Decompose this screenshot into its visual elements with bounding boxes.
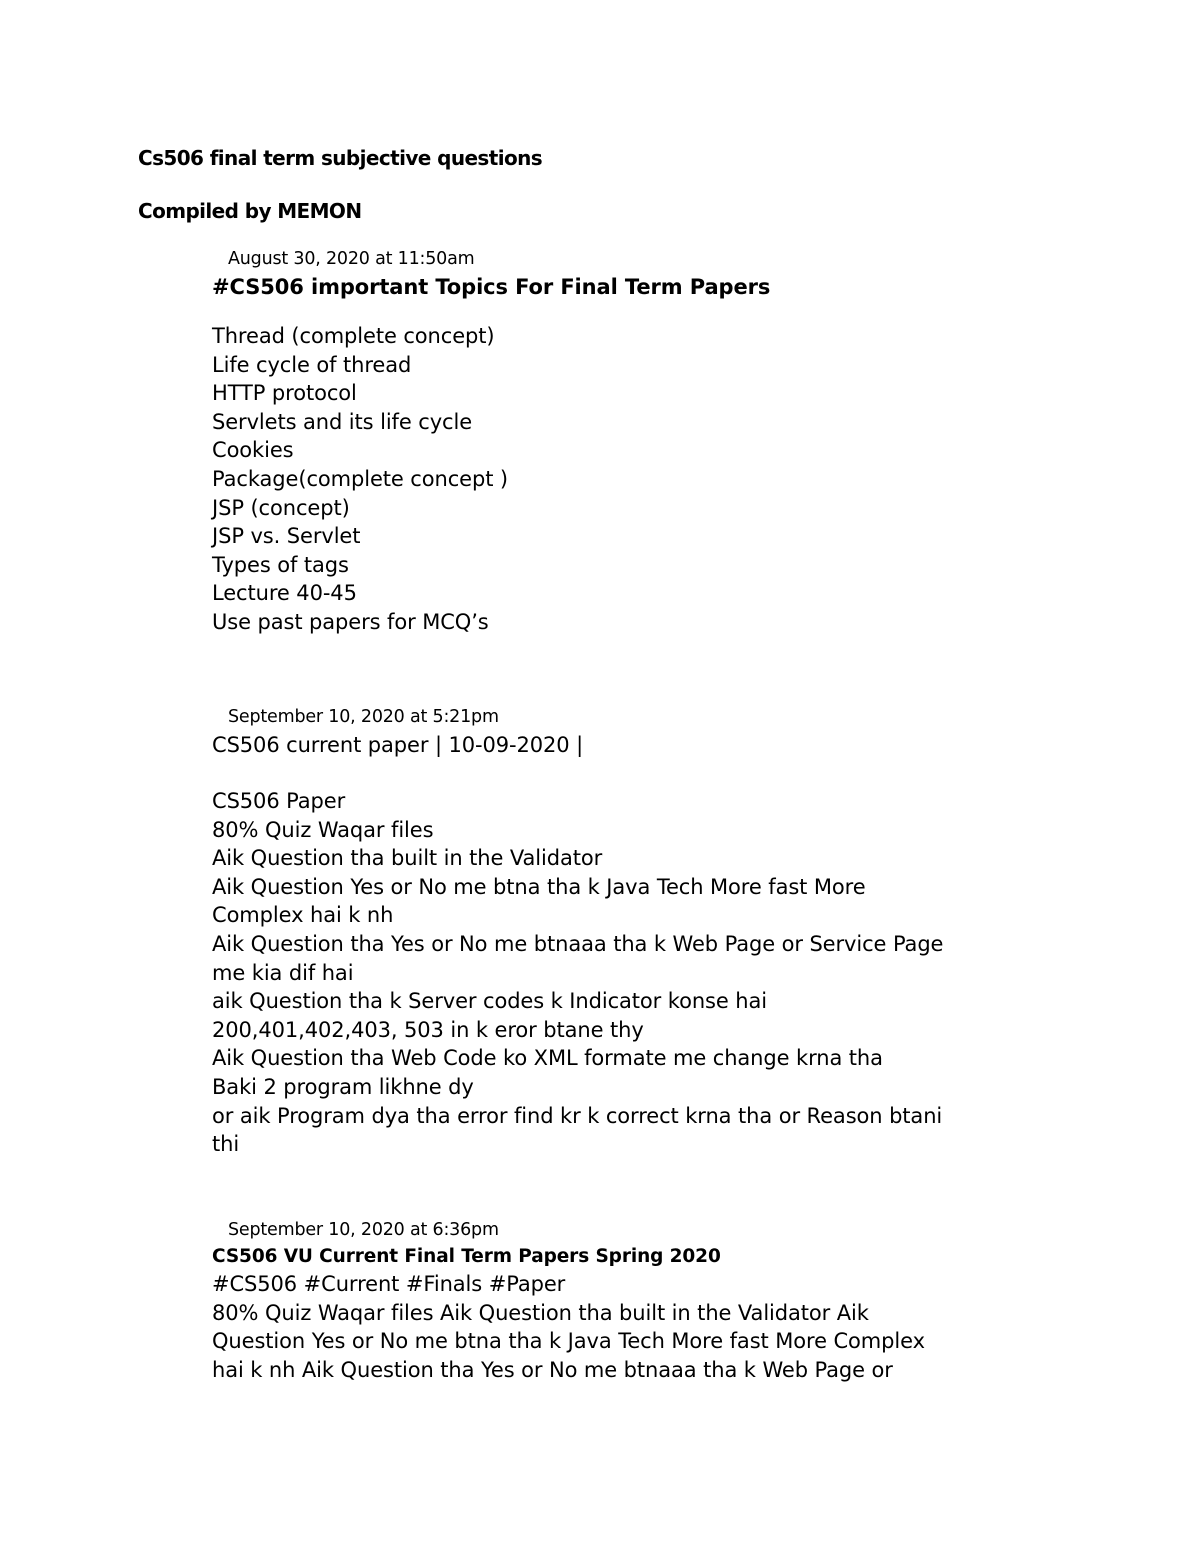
post-heading: #CS506 important Topics For Final Term Papers — [212, 275, 771, 299]
paper-line: Complex hai k nh — [212, 903, 394, 928]
topic-item: Thread (complete concept) — [212, 324, 495, 348]
topic-item: Life cycle of thread — [212, 352, 412, 377]
topic-item: Use past papers for MCQ’s — [212, 609, 489, 634]
document-author: Compiled by MEMON — [138, 199, 362, 223]
topic-item: HTTP protocol — [212, 381, 357, 406]
topic-item: JSP (concept) — [212, 495, 350, 520]
document-title: Cs506 final term subjective questions — [138, 146, 543, 170]
topic-item: Servlets and its life cycle — [212, 409, 473, 434]
topic-item: Cookies — [212, 438, 294, 463]
post-date: August 30, 2020 at 11:50am — [228, 249, 475, 269]
paper-line: 80% Quiz Waqar files Aik Question tha built in the Validator Aik — [212, 1300, 869, 1325]
paper-line: #CS506 #Current #Finals #Paper — [212, 1272, 566, 1296]
paper-line: 200,401,402,403, 503 in k eror btane thy — [212, 1017, 644, 1042]
post-date: September 10, 2020 at 5:21pm — [228, 707, 499, 727]
post-date: September 10, 2020 at 6:36pm — [228, 1220, 499, 1240]
post-heading: CS506 current paper | 10-09-2020 | — [212, 733, 584, 757]
paper-line: Baki 2 program likhne dy — [212, 1074, 474, 1099]
topic-item: Types of tags — [212, 552, 349, 577]
paper-line: thi — [212, 1132, 240, 1157]
topic-item: Lecture 40-45 — [212, 581, 357, 606]
paper-line: Aik Question tha Web Code ko XML formate me change krna tha — [212, 1046, 883, 1071]
topic-item: Package(complete concept ) — [212, 466, 509, 491]
paper-line: 80% Quiz Waqar files — [212, 817, 434, 842]
paper-line: Aik Question Yes or No me btna tha k Java Tech More fast More — [212, 874, 866, 899]
post-vu-final-papers — [212, 1217, 1072, 1384]
paper-line: or aik Program dya tha error find kr k correct krna tha or Reason btani — [212, 1103, 943, 1128]
post-current-paper — [212, 704, 1072, 1159]
paper-line: CS506 Paper — [212, 789, 346, 813]
paper-line: me kia dif hai — [212, 960, 354, 985]
paper-line: aik Question tha k Server codes k Indicator konse hai — [212, 989, 767, 1014]
post-important-topics — [212, 246, 1072, 637]
paper-line: hai k nh Aik Question tha Yes or No me btnaaa tha k Web Page or — [212, 1357, 893, 1382]
paper-line: Question Yes or No me btna tha k Java Tech More fast More Complex — [212, 1329, 925, 1353]
topic-item: JSP vs. Servlet — [212, 524, 361, 549]
paper-line: Aik Question tha Yes or No me btnaaa tha k Web Page or Service Page — [212, 931, 944, 956]
paper-line: Aik Question tha built in the Validator — [212, 846, 603, 871]
post-heading: CS506 VU Current Final Term Papers Spring 2020 — [212, 1246, 721, 1267]
